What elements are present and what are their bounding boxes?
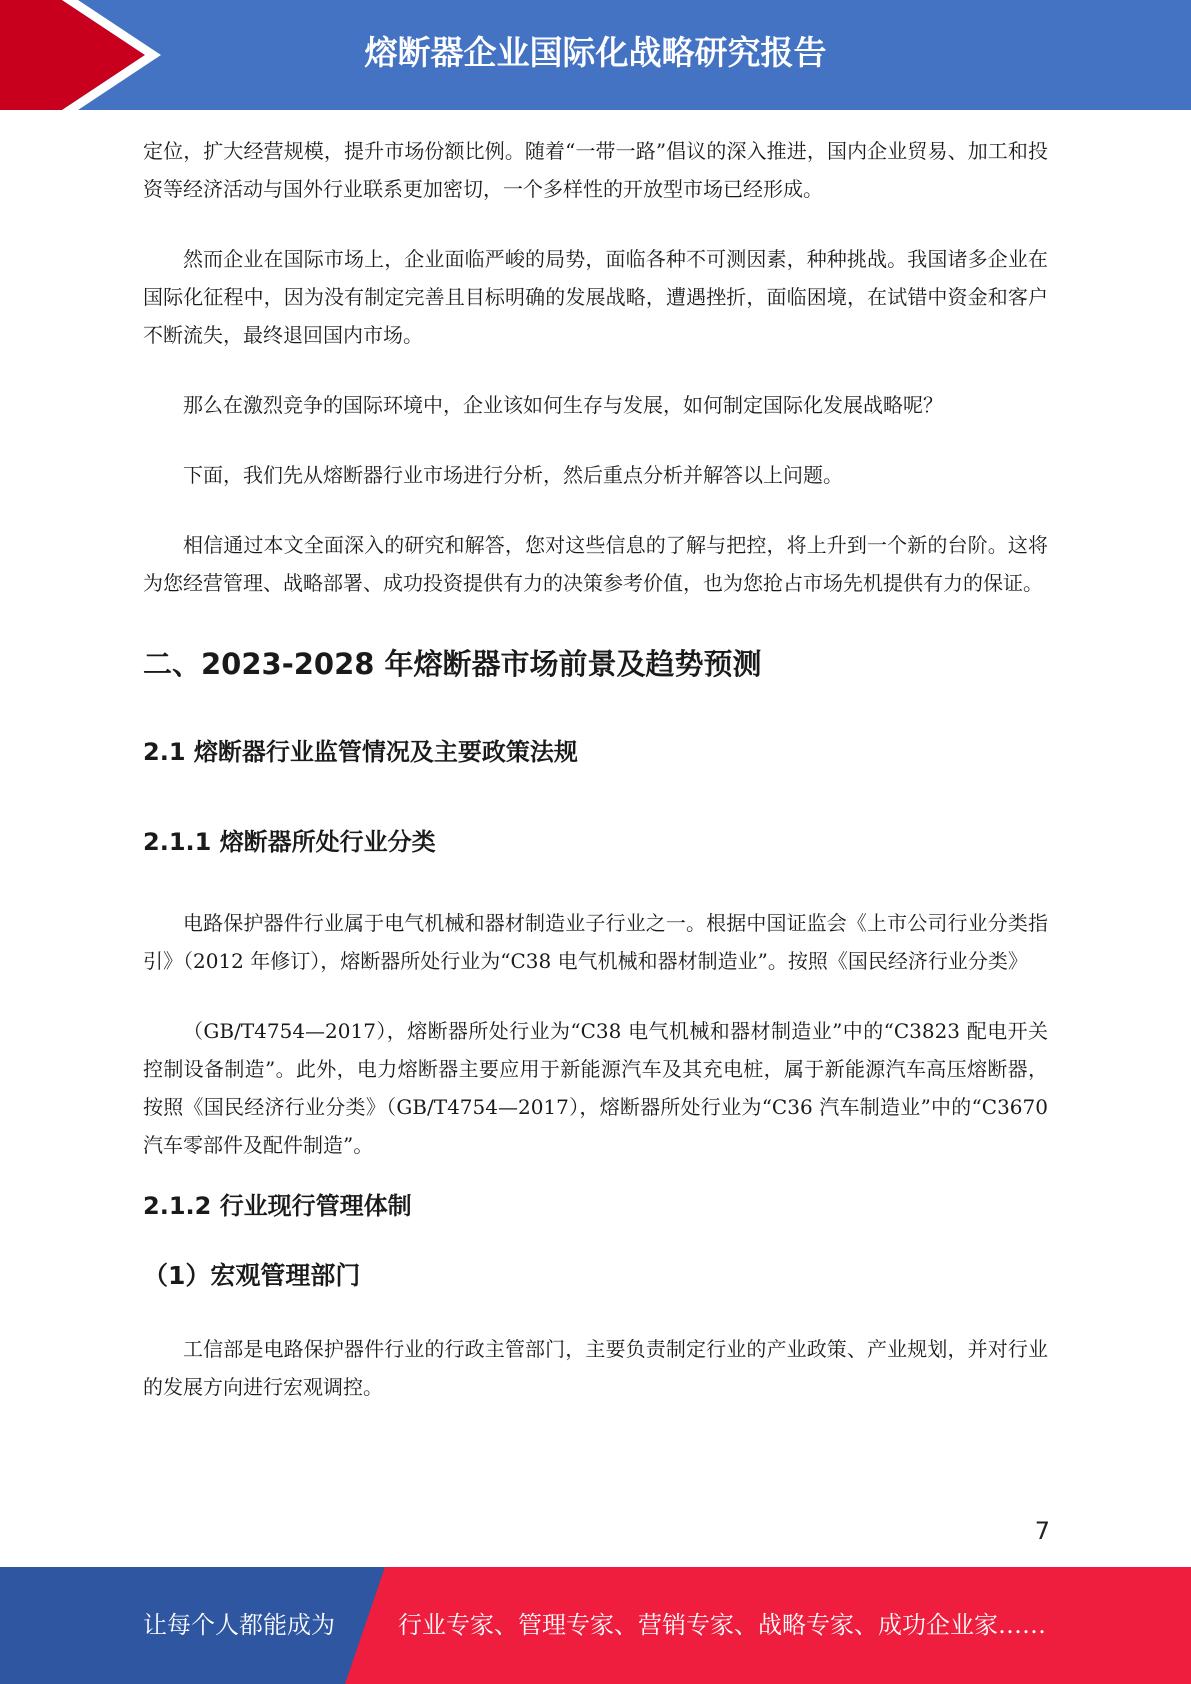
subsubsection-heading: 2.1.1 熔断器所处行业分类 [143, 828, 436, 856]
page-footer [0, 1567, 1191, 1684]
page-header [0, 0, 1191, 110]
paragraph: 定位，扩大经营规模，提升市场份额比例。随着“一带一路”倡议的深入推进，国内企业贸易、加工和投资等经济活动与国外行业联系更加密切，一个多样性的开放型市场已经形成。 [143, 139, 1048, 201]
item-heading: （1）宏观管理部门 [143, 1261, 361, 1290]
page-number: 7 [1034, 1517, 1050, 1545]
subsection-heading: 2.1 熔断器行业监管情况及主要政策法规 [143, 738, 578, 766]
section-heading: 二、2023-2028 年熔断器市场前景及趋势预测 [143, 647, 762, 681]
paragraph: 工信部是电路保护器件行业的行政主管部门，主要负责制定行业的产业政策、产业规划，并对行业的发展方向进行宏观调控。 [143, 1337, 1048, 1399]
paragraph: （GB/T4754—2017），熔断器所处行业为“C38 电气机械和器材制造业”中的“C3823 配电开关控制设备制造”。此外，电力熔断器主要应用于新能源汽车及其充电桩，属于新能源汽车高压熔断器，按照《国民经济行业分类》（GB/T4754—2017），熔断器所处行业为“C36 汽车制造业”中的“C3670 汽车零部件及配件制造”。 [143, 1019, 1048, 1157]
document-body [143, 132, 1048, 1406]
paragraph: 下面，我们先从熔断器行业市场进行分析，然后重点分析并解答以上问题。 [183, 463, 843, 487]
paragraph: 相信通过本文全面深入的研究和解答，您对这些信息的了解与把控，将上升到一个新的台阶。这将为您经营管理、战略部署、成功投资提供有力的决策参考价值，也为您抢占市场先机提供有力的保证。 [143, 533, 1048, 595]
footer-slogan-left: 让每个人都能成为 [143, 1611, 335, 1639]
paragraph: 那么在激烈竞争的国际环境中，企业该如何生存与发展，如何制定国际化发展战略呢？ [183, 393, 943, 417]
report-title: 熔断器企业国际化战略研究报告 [364, 33, 827, 72]
paragraph: 然而企业在国际市场上，企业面临严峻的局势，面临各种不可测因素，种种挑战。我国诸多企业在国际化征程中，因为没有制定完善且目标明确的发展战略，遭遇挫折，面临困境，在试错中资金和客户不断流失，最终退回国内市场。 [143, 247, 1048, 347]
footer-slogan-right: 行业专家、管理专家、营销专家、战略专家、成功企业家…… [398, 1611, 1046, 1639]
paragraph: 电路保护器件行业属于电气机械和器材制造业子行业之一。根据中国证监会《上市公司行业分类指引》（2012 年修订），熔断器所处行业为“C38 电气机械和器材制造业”。按照《国民经济行业分类》 [143, 911, 1048, 973]
subsubsection-heading: 2.1.2 行业现行管理体制 [143, 1192, 412, 1220]
